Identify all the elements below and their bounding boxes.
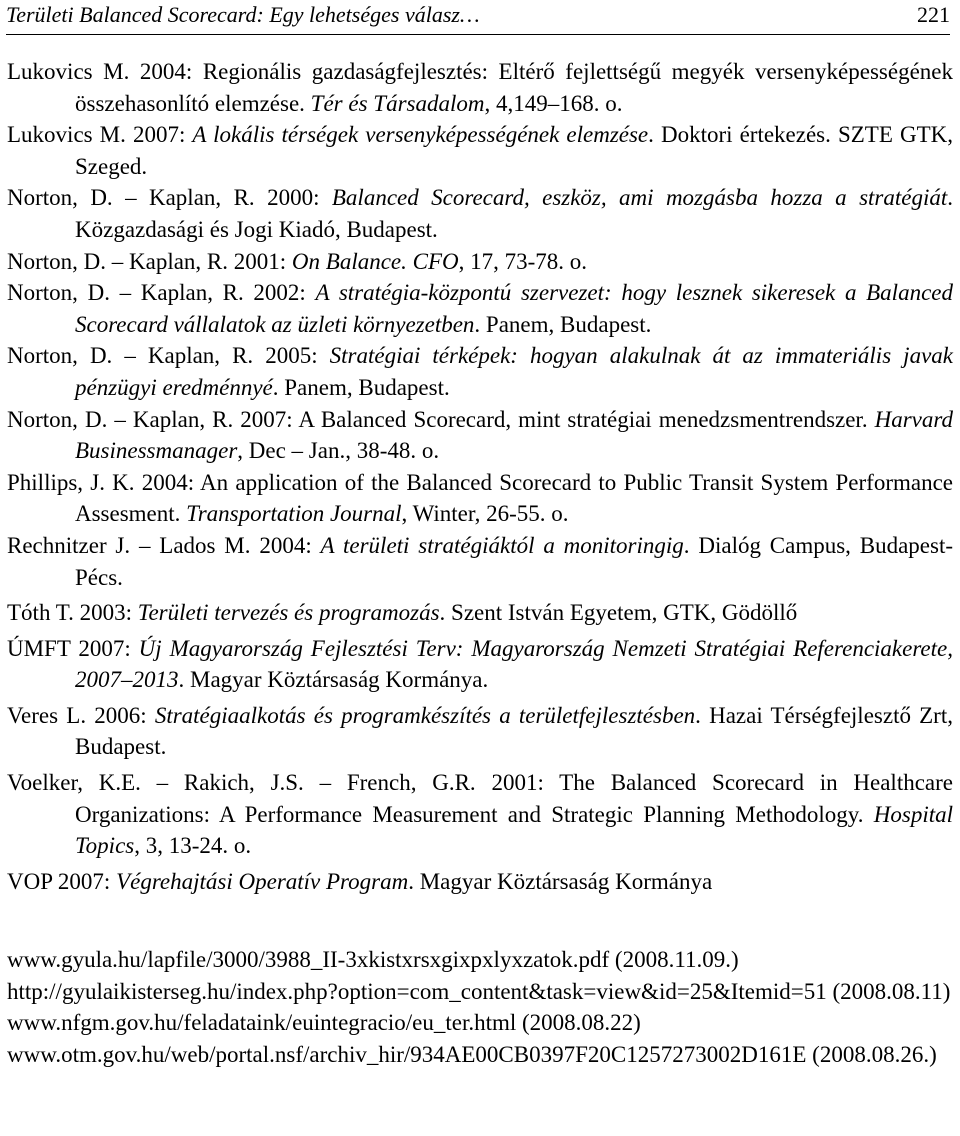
- page-number: 221: [917, 2, 950, 27]
- reference-item: Lukovics M. 2007: A lokális térségek versenyképességének elemzése. Doktori értekezés. SZTE GTK, Szeged.: [7, 122, 953, 179]
- web-source-link[interactable]: www.nfgm.gov.hu/feladataink/euintegracio/eu_ter.html (2008.08.22): [7, 1010, 641, 1036]
- web-source-link[interactable]: www.gyula.hu/lapfile/3000/3988_II-3xkistxrsxgixpxlyxzatok.pdf (2008.11.09.): [7, 947, 739, 972]
- running-header: [6, 0, 950, 35]
- reference-item: Norton, D. – Kaplan, R. 2001: On Balance. CFO, 17, 73-78. o.: [7, 248, 588, 274]
- reference-item: Phillips, J. K. 2004: An application of the Balanced Scorecard to Public Transit System Performance Assesment. Transportation Journal, Winter, 26-55. o.: [7, 469, 953, 527]
- running-title: Területi Balanced Scorecard: Egy lehetséges válasz…: [6, 2, 480, 27]
- reference-item: Tóth T. 2003: Területi tervezés és programozás. Szent István Egyetem, GTK, Gödöllő: [7, 600, 798, 626]
- reference-item: VOP 2007: Végrehajtási Operatív Program. Magyar Köztársaság Kormánya: [7, 868, 713, 894]
- reference-item: ÚMFT 2007: Új Magyarország Fejlesztési Terv: Magyarország Nemzeti Stratégiai Referenciakerete, 2007–2013. Magyar Köztársaság Kormánya.: [7, 635, 953, 693]
- reference-list: [7, 56, 953, 897]
- web-source-link[interactable]: www.otm.gov.hu/web/portal.nsf/archiv_hir/934AE00CB0397F20C1257273002D161E (2008.08.26.): [7, 1041, 937, 1067]
- reference-item: Norton, D. – Kaplan, R. 2007: A Balanced Scorecard, mint stratégiai menedzsmentrendszer. Harvard Businessmanager, Dec – Jan., 38-48. o.: [7, 406, 953, 464]
- reference-item: Veres L. 2006: Stratégiaalkotás és programkészítés a területfejlesztésben. Hazai Térségfejlesztő Zrt, Budapest.: [7, 702, 953, 760]
- reference-item: Rechnitzer J. – Lados M. 2004: A területi stratégiáktól a monitoringig. Dialóg Campus, Budapest-Pécs.: [7, 532, 954, 590]
- web-source-link[interactable]: http://gyulaikisterseg.hu/index.php?option=com_content&task=view&id=25&Itemid=51 (2008.08.11): [7, 978, 951, 1004]
- reference-item: Norton, D. – Kaplan, R. 2005: Stratégiai térképek: hogyan alakulnak át az immateriális javak pénzügyi eredménnyé. Panem, Budapest.: [7, 343, 953, 400]
- web-source-list: [7, 944, 953, 1070]
- reference-item: Lukovics M. 2004: Regionális gazdaságfejlesztés: Eltérő fejlettségű megyék versenyképességének összehasonlító elemzése. Tér és Társadalom, 4,149–168. o.: [7, 59, 953, 116]
- reference-item: Voelker, K.E. – Rakich, J.S. – French, G.R. 2001: The Balanced Scorecard in Healthcare Organizations: A Performance Measurement and Strategic Planning Methodology. Hospital Topics, 3, 13-24. o.: [7, 770, 953, 859]
- reference-item: Norton, D. – Kaplan, R. 2002: A stratégia-központú szervezet: hogy lesznek sikeresek a Balanced Scorecard vállalatok az üzleti környezetben. Panem, Budapest.: [7, 280, 953, 337]
- reference-item: Norton, D. – Kaplan, R. 2000: Balanced Scorecard, eszköz, ami mozgásba hozza a stratégiát. Közgazdasági és Jogi Kiadó, Budapest.: [7, 185, 954, 242]
